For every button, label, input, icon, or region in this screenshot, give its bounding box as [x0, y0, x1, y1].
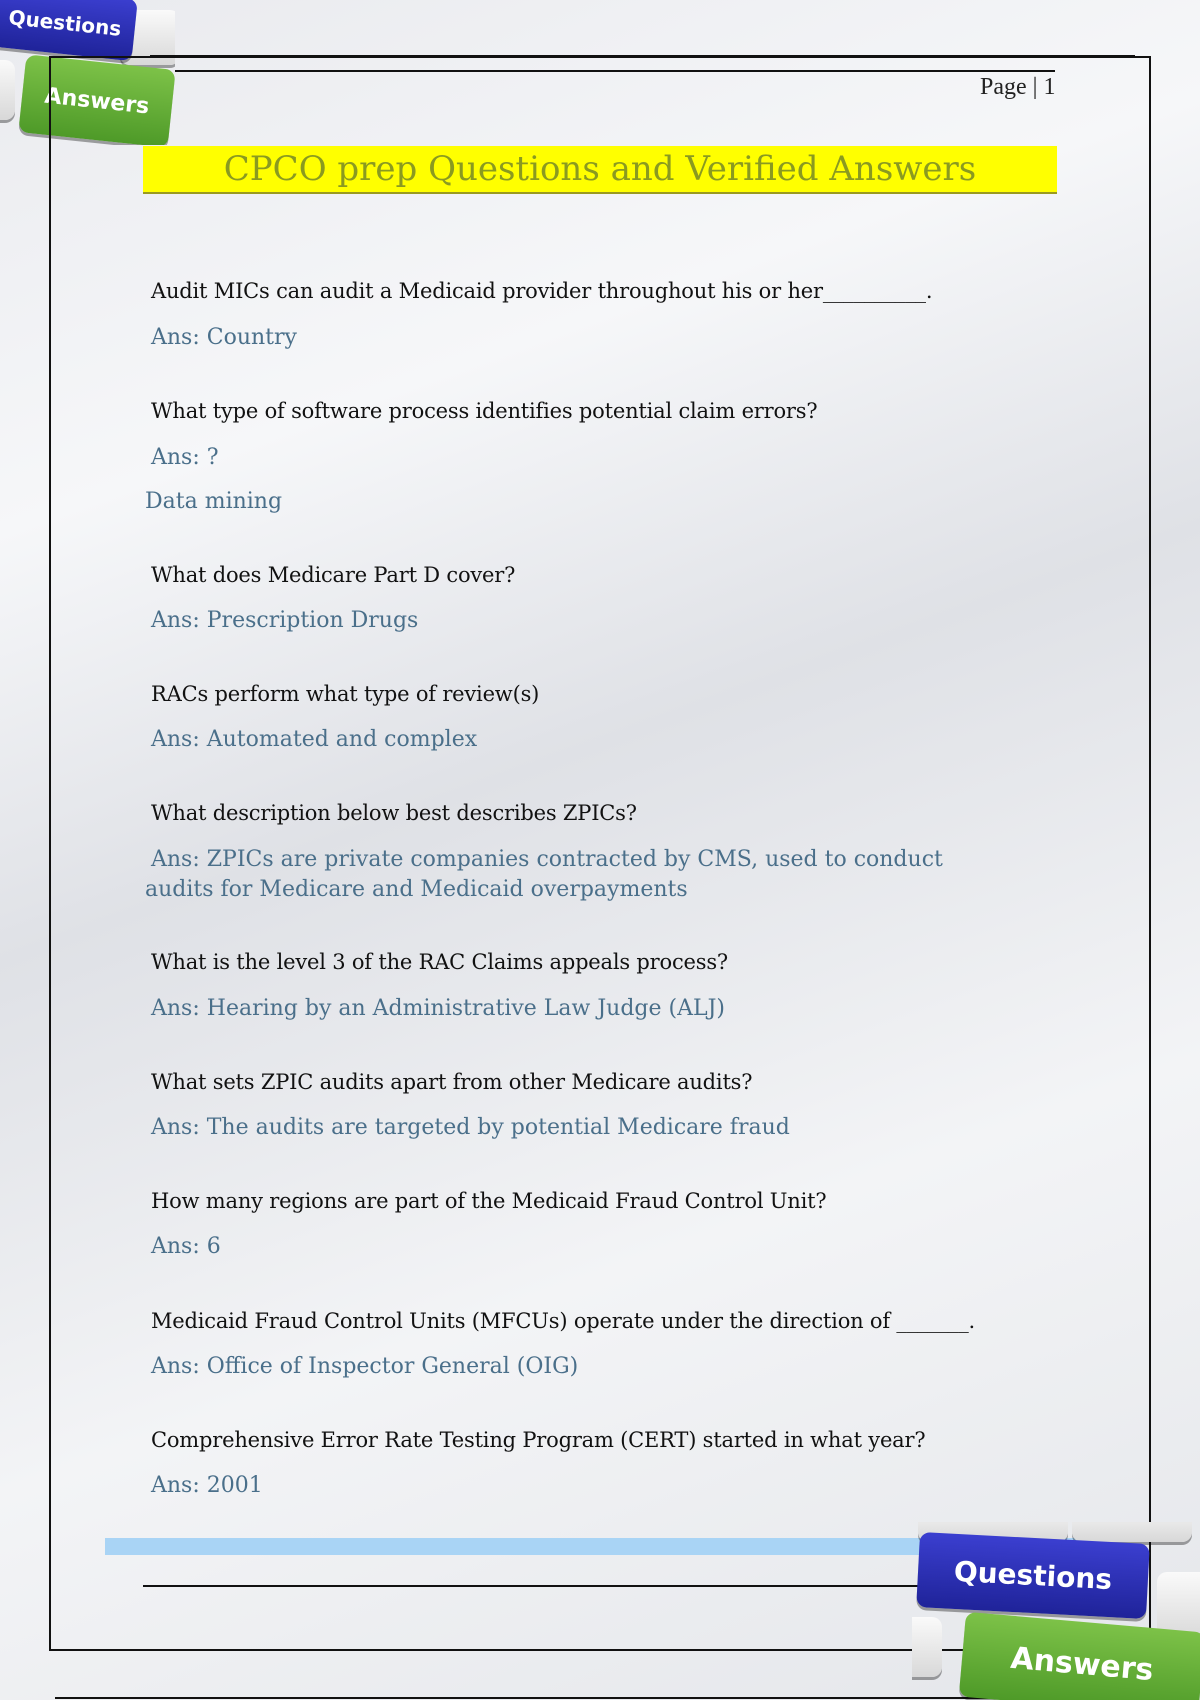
- answer-2-extra: Data mining: [145, 489, 283, 514]
- answer-8: Ans: 6: [151, 1234, 221, 1259]
- title-banner: [143, 146, 1057, 194]
- question-6: What is the level 3 of the RAC Claims appeals process?: [151, 950, 728, 974]
- questions-key-label: Questions: [7, 5, 123, 41]
- answer-1: Ans: Country: [151, 325, 297, 350]
- answer-6: Ans: Hearing by an Administrative Law Judge (ALJ): [151, 996, 726, 1021]
- key-white-left: [0, 60, 15, 120]
- questions-key: [0, 0, 138, 61]
- page-number: Page | 1: [980, 74, 1056, 100]
- answer-5: Ans: ZPICs are private companies contracted by CMS, used to conduct: [151, 847, 943, 872]
- key-white-d: [912, 1617, 942, 1677]
- answer-4: Ans: Automated and complex: [151, 727, 478, 752]
- question-5: What description below best describes ZPICs?: [151, 801, 637, 825]
- questions-key-footer-label: Questions: [953, 1554, 1113, 1597]
- answer-5-extra: audits for Medicare and Medicaid overpayments: [145, 877, 688, 902]
- header-rule-top: [150, 55, 1135, 57]
- answers-key-footer-label: Answers: [1009, 1640, 1155, 1689]
- questions-key-footer: [916, 1532, 1150, 1619]
- question-4: RACs perform what type of review(s): [151, 682, 540, 706]
- answer-10: Ans: 2001: [151, 1473, 263, 1498]
- answer-3: Ans: Prescription Drugs: [151, 608, 419, 633]
- answer-9: Ans: Office of Inspector General (OIG): [151, 1354, 579, 1379]
- footer-keyboard-graphic: [912, 1522, 1200, 1700]
- question-8: How many regions are part of the Medicaid Fraud Control Unit?: [151, 1189, 827, 1213]
- key-white-b: [1072, 1522, 1192, 1542]
- header-rule-bottom: [175, 70, 1055, 72]
- answers-key-label: Answers: [43, 83, 151, 119]
- question-3: What does Medicare Part D cover?: [151, 563, 516, 587]
- answer-2: Ans: ?: [151, 445, 219, 470]
- question-9: Medicaid Fraud Control Units (MFCUs) operate under the direction of _______.: [151, 1309, 976, 1333]
- page-title: CPCO prep Questions and Verified Answers: [223, 149, 977, 189]
- question-1: Audit MICs can audit a Medicaid provider throughout his or her__________.: [151, 279, 933, 303]
- answer-7: Ans: The audits are targeted by potential Medicare fraud: [151, 1115, 790, 1140]
- question-7: What sets ZPIC audits apart from other Medicare audits?: [151, 1070, 753, 1094]
- question-2: What type of software process identifies potential claim errors?: [151, 399, 818, 423]
- question-10: Comprehensive Error Rate Testing Program (CERT) started in what year?: [151, 1428, 926, 1452]
